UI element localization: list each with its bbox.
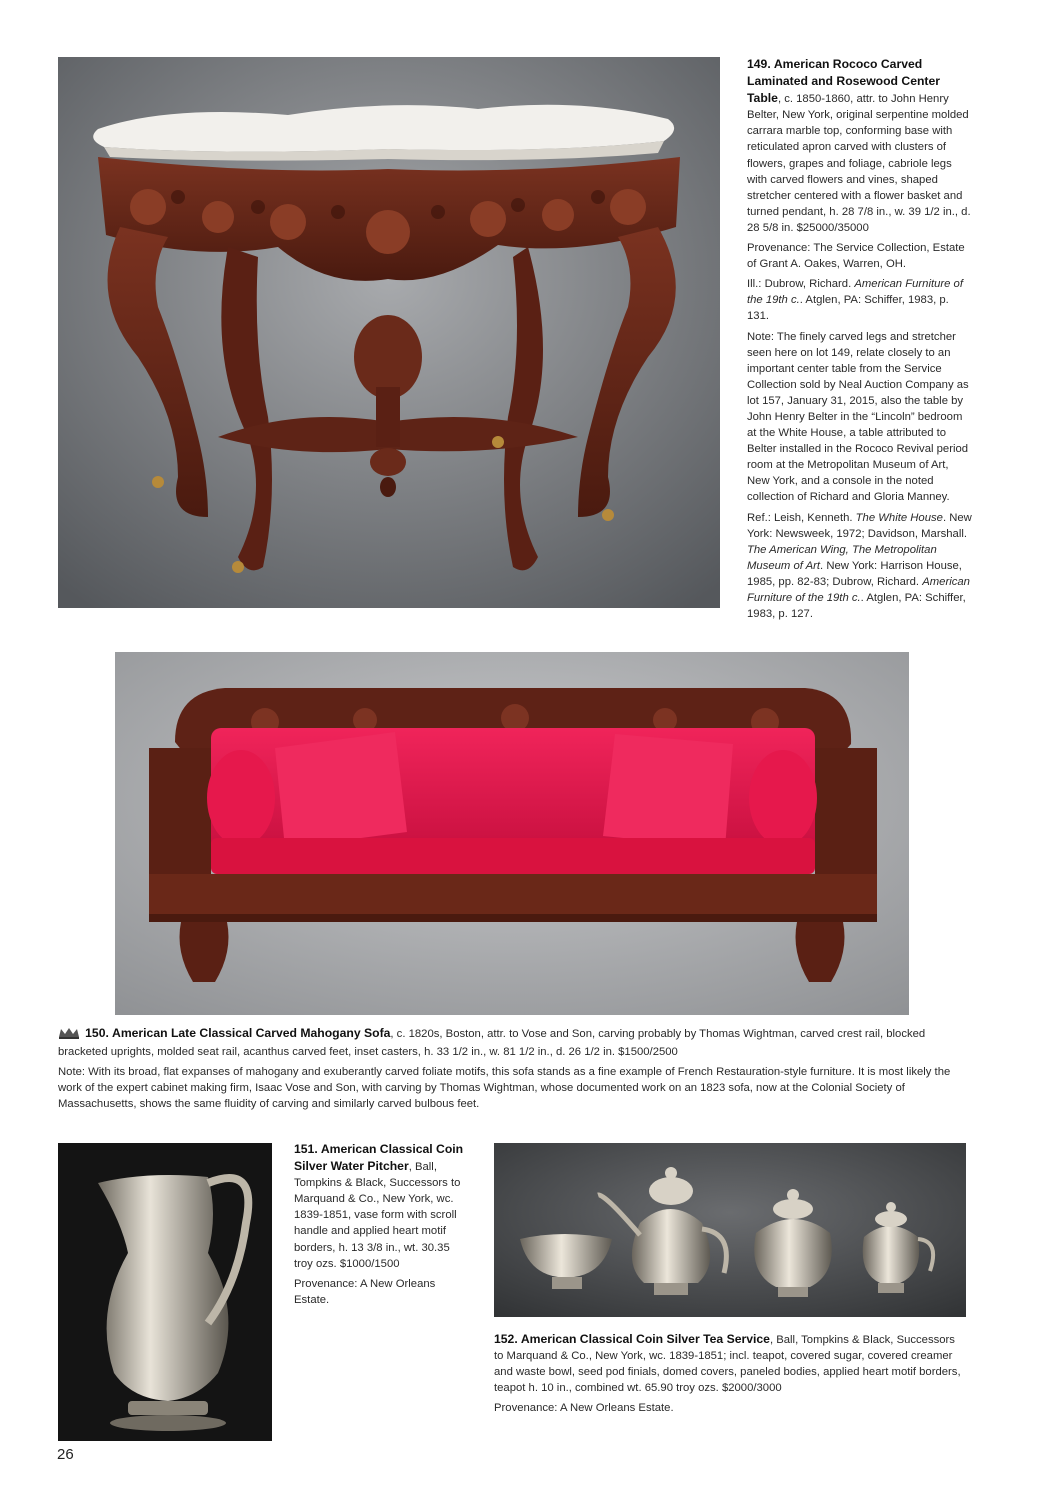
lot-150-note: Note: With its broad, flat expanses of mahogany and exuberantly carved foliate motifs, this sofa stands as a fine example of French Restauration-style furniture. It is most likely the work of the expert cabinet making firm, Isaac Vose and Son, with carving by Thomas Wightman, whose documented work on an 1823 sofa, now at the Colonial Society of Massachusetts, shows the same fluidity of carving and similarly carved bulbous feet. — [58, 1066, 951, 1111]
lot-149-ill-prefix: Ill.: Dubrow, Richard. — [747, 278, 855, 291]
lot-151-description — [294, 1141, 468, 1312]
lot-149-illustrated — [747, 276, 973, 324]
lot-152-number: 152. — [494, 1332, 518, 1346]
lot-149-ref-7: . Atglen, PA: Schiffer, 1983, p. 127. — [747, 592, 966, 621]
lot-149-ref-6: American Furniture of the 19th c. — [747, 575, 970, 604]
lot-149-ref-5: . New York: Harrison House, 1985, pp. 82-83; Dubrow, Richard. — [747, 559, 962, 588]
crown-icon — [58, 1027, 80, 1044]
water-pitcher-photo — [58, 1143, 272, 1441]
lot-149-description — [747, 56, 973, 626]
lot-151-number: 151. — [294, 1142, 318, 1156]
lot-149-provenance: Provenance: The Service Collection, Estate of Grant A. Oakes, Warren, OH. — [747, 242, 965, 271]
lot-150-description — [58, 1025, 958, 1116]
lot-149-main — [747, 56, 973, 236]
lot-150-details: , c. 1820s, Boston, attr. to Vose and Son, carving probably by Thomas Wightman, carved crest rail, blocked bracketed uprights, molded seat rail, acanthus carved feet, inset casters, h. 33 1/2 in., w. 81 1/2 in., d. 26 1/2 in. $1500/2500 — [58, 1028, 926, 1059]
lot-149-number: 149. — [747, 57, 771, 71]
lot-149-references — [747, 510, 973, 623]
lot-149-ref-3: . New York: Newsweek, 1972; Davidson, Marshall. — [747, 511, 972, 540]
lot-151-main — [294, 1141, 468, 1272]
page-number: 26 — [57, 1446, 74, 1463]
center-table-photo — [58, 57, 720, 608]
lot-149-ill-suffix: . Atglen, PA: Schiffer, 1983, p. 131. — [747, 294, 949, 323]
lot-150-main — [58, 1025, 958, 1060]
lot-149-ill-title: American Furniture of the 19th c. — [747, 278, 963, 307]
lot-151-details: , Ball, Tompkins & Black, Successors to Marquand & Co., New York, wc. 1839-1851, vase form with scroll handle and applied heart motif borders, h. 13 3/8 in., wt. 30.35 troy ozs. $1000/1500 — [294, 1161, 461, 1270]
lot-152-title: American Classical Coin Silver Tea Service — [520, 1332, 770, 1346]
lot-149-details: , c. 1850-1860, attr. to John Henry Belter, New York, original serpentine molded carrara marble top, conforming base with reticulated apron carved with clusters of flowers, grapes and foliage, cabriole legs with carved flowers and vines, shaped stretcher centered with a flower basket and turned pendant, h. 28 7/8 in., w. 39 1/2 in., d. 28 5/8 in. $25000/35000 — [747, 93, 971, 234]
center-table-illustration — [58, 57, 720, 608]
lot-149-ref-4: The American Wing, The Metropolitan Museum of Art — [747, 543, 937, 572]
lot-151-provenance: Provenance: A New Orleans Estate. — [294, 1277, 436, 1306]
lot-149-title: American Rococo Carved Laminated and Rosewood Center Table — [747, 57, 940, 106]
lot-151-title: American Classical Coin Silver Water Pitcher — [294, 1142, 464, 1174]
lot-149-ref-2: The White House — [855, 511, 943, 524]
tea-service-illustration — [494, 1143, 966, 1317]
tea-service-photo — [494, 1143, 966, 1317]
lot-149-note: Note: The finely carved legs and stretcher seen here on lot 149, relate closely to an important center table from the Service Collection sold by Neal Auction Company as lot 157, January 31, 2015, also the table by John Henry Belter in the “Lincoln” bedroom at the White House, a table attributed to Belter installed in the Rococo Revival period room at the Metropolitan Museum of Art, New York, and a console in the noted collection of Richard and Gloria Manney. — [747, 330, 969, 504]
lot-152-main — [494, 1331, 964, 1396]
sofa-photo — [115, 652, 909, 1015]
sofa-illustration — [115, 652, 909, 1015]
lot-152-description — [494, 1331, 964, 1420]
water-pitcher-illustration — [58, 1143, 272, 1441]
lot-152-details: , Ball, Tompkins & Black, Successors to Marquand & Co., New York, wc. 1839-1851; incl. teapot, covered sugar, covered creamer and waste bowl, seed pod finials, domed covers, paneled bodies, applied heart motif borders, teapot h. 10 in., combined wt. 65.90 troy ozs. $2000/3000 — [494, 1334, 961, 1395]
lot-150-number: 150. — [85, 1026, 109, 1040]
lot-149-ref-1: Ref.: Leish, Kenneth. — [747, 511, 856, 524]
lot-152-provenance: Provenance: A New Orleans Estate. — [494, 1402, 674, 1415]
lot-150-title: American Late Classical Carved Mahogany Sofa — [112, 1026, 391, 1040]
